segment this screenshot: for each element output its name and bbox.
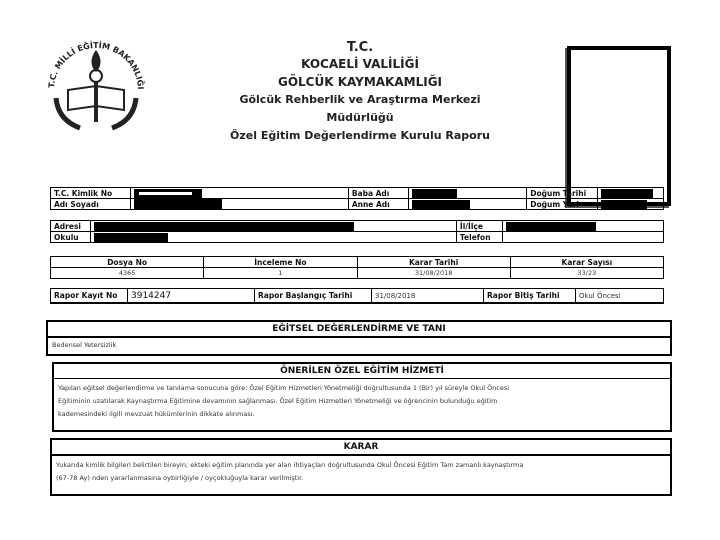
karar-section xyxy=(50,438,672,496)
inceleme-no-header: İnceleme No xyxy=(204,257,357,268)
redacted-block xyxy=(412,200,470,209)
telefon-label: Telefon xyxy=(456,232,502,243)
karar-sayisi-value: 33/23 xyxy=(510,268,663,279)
il-ilce-value xyxy=(503,221,664,232)
kayit-no-value: 3914247 xyxy=(128,289,255,304)
anne-adi-value xyxy=(408,199,527,210)
header-center: Gölcük Rehberlik ve Araştırma Merkezi xyxy=(239,93,481,106)
redacted-block xyxy=(94,233,168,242)
redacted-block xyxy=(412,189,457,198)
header-district: GÖLCÜK KAYMAKAMLIĞI xyxy=(277,75,443,89)
header-report-title: Özel Eğitim Değerlendirme Kurulu Raporu xyxy=(230,129,490,142)
photo-placeholder xyxy=(567,46,671,206)
karar-body xyxy=(52,456,670,488)
adresi-label: Adresi xyxy=(51,221,91,232)
onerilen-line-2: Eğitiminin uzatılarak Kaynaştırma Eğitimine devamının sağlanması. Özel Eğitim Hizmetleri Yönetmeliği ve öğrencinin bulunduğu eğitim xyxy=(58,397,498,405)
anne-adi-label: Anne Adı xyxy=(348,199,408,210)
meb-emblem-icon xyxy=(40,28,152,140)
karar-tarihi-value: 31/08/2018 xyxy=(357,268,510,279)
personal-info-table xyxy=(50,187,664,210)
dosya-no-value: 4365 xyxy=(51,268,204,279)
karar-line-2: (67-78 Ay) nden yararlanmasına oybirliğiyle / oyçokluğuyla karar verilmiştir. xyxy=(56,474,304,482)
dogum-yeri-label: Doğum Yeri xyxy=(527,199,598,210)
bitis-label: Rapor Bitiş Tarihi xyxy=(484,289,576,304)
redacted-block xyxy=(601,189,653,198)
okulu-value xyxy=(90,232,456,243)
onerilen-section xyxy=(52,362,672,432)
document-header xyxy=(170,40,550,145)
redacted-block xyxy=(94,222,354,231)
karar-sayisi-header: Karar Sayısı xyxy=(510,257,663,268)
adi-soyadi-value xyxy=(130,199,348,210)
dogum-tarihi-value xyxy=(598,188,664,199)
redacted-block xyxy=(601,200,647,209)
karar-title: KARAR xyxy=(52,440,670,456)
baba-adi-value xyxy=(408,188,527,199)
okulu-label: Okulu xyxy=(51,232,91,243)
header-tc: T.C. xyxy=(346,40,374,55)
header-governorship: KOCAELİ VALİLİĞİ xyxy=(301,57,419,71)
header-directorate: Müdürlüğü xyxy=(326,111,394,124)
ministry-logo xyxy=(40,28,152,140)
baslangic-label: Rapor Başlangıç Tarihi xyxy=(255,289,372,304)
kayit-no-label: Rapor Kayıt No xyxy=(51,289,128,304)
dogum-yeri-value xyxy=(598,199,664,210)
redacted-block xyxy=(134,199,222,209)
dosya-no-header: Dosya No xyxy=(51,257,204,268)
baba-adi-label: Baba Adı xyxy=(348,188,408,199)
adi-soyadi-label: Adı Soyadı xyxy=(51,199,131,210)
svg-text:T.C. MİLLİ EĞİTİM BAKANLIĞI: T.C. MİLLİ EĞİTİM BAKANLIĞI xyxy=(47,40,146,90)
file-info-table xyxy=(50,256,664,279)
address-table xyxy=(50,220,664,243)
inceleme-no-value: 1 xyxy=(204,268,357,279)
baslangic-value: 31/08/2018 xyxy=(372,289,484,304)
tc-kimlik-label: T.C. Kimlik No xyxy=(51,188,131,199)
il-ilce-label: İl/İlçe xyxy=(456,221,502,232)
dogum-tarihi-label: Doğum Tarihi xyxy=(527,188,598,199)
egitsel-body: Bedensel Yetersizlik xyxy=(52,341,117,349)
karar-line-1: Yukarıda kimlik bilgileri belirtilen bireyin; ekteki eğitim planında yer alan ihtiyaçları doğrultusunda Okul Öncesi Eğitim Tam zamanlı kaynaştırma xyxy=(56,461,524,469)
onerilen-body xyxy=(54,379,670,424)
redacted-block xyxy=(506,222,596,231)
tc-kimlik-value xyxy=(130,188,348,199)
karar-tarihi-header: Karar Tarihi xyxy=(357,257,510,268)
egitsel-title: EĞİTSEL DEĞERLENDİRME VE TANI xyxy=(48,322,670,338)
bitis-value: Okul Öncesi xyxy=(576,289,664,304)
redacted-block xyxy=(134,189,202,198)
onerilen-line-1: Yapılan eğitsel değerlendirme ve tanılama sonucuna göre: Özel Eğitim Hizmetleri Yönetmeliği doğrultusunda 1 (Bir) yıl süreyle Okul Öncesi xyxy=(58,384,510,392)
adresi-value xyxy=(90,221,456,232)
report-info-table xyxy=(50,288,664,304)
telefon-value xyxy=(503,232,664,243)
egitsel-section xyxy=(46,320,672,356)
onerilen-title: ÖNERİLEN ÖZEL EĞİTİM HİZMETİ xyxy=(54,364,670,379)
onerilen-line-3: kademesindeki ilgili mevzuat hükümlerinin dikkate alınması. xyxy=(58,410,255,418)
